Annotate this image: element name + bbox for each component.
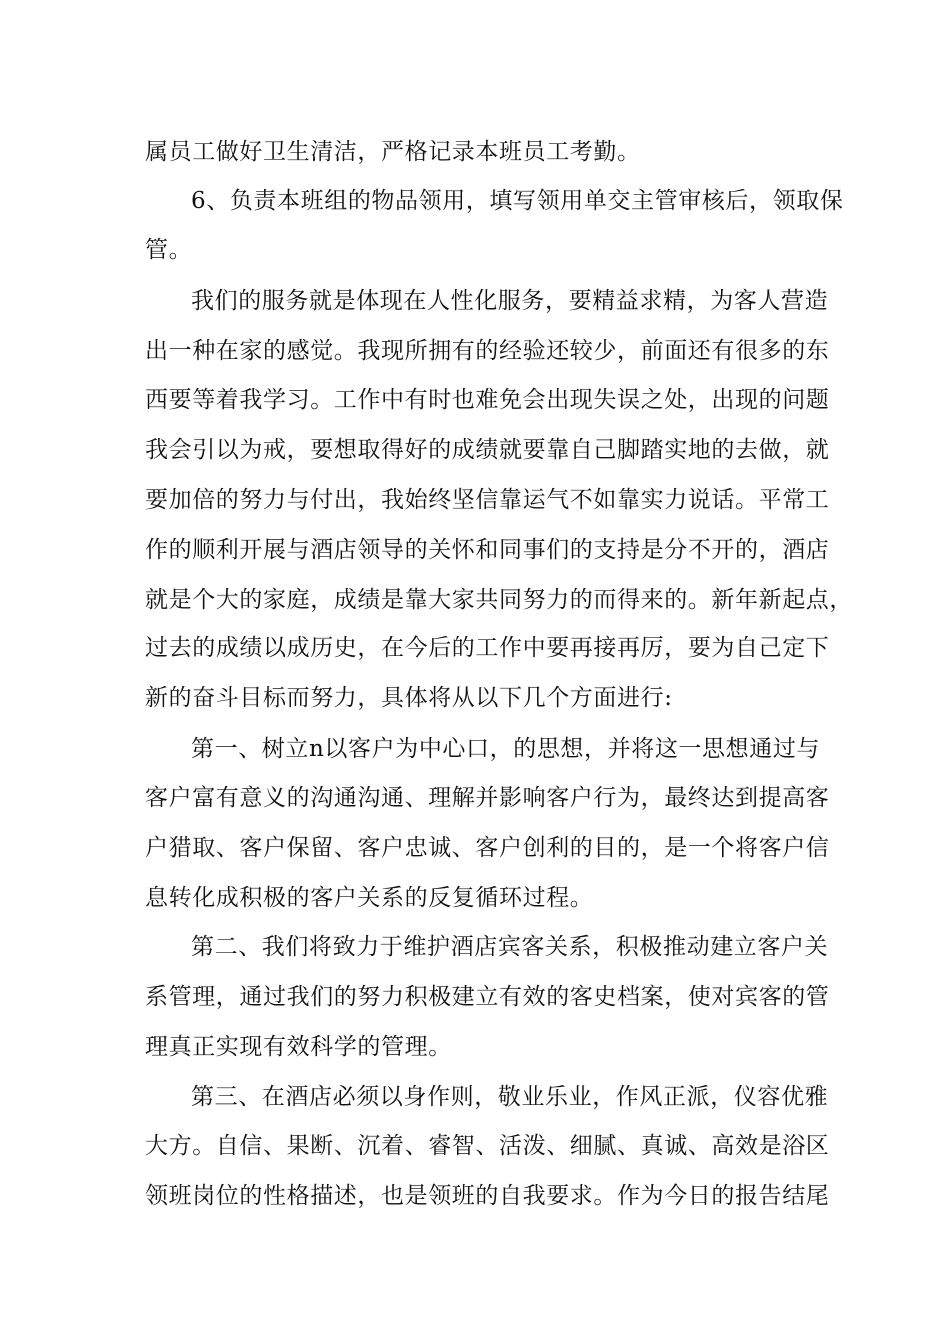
- text-line: 就是个大的家庭，成绩是靠大家共同努力的而得来的。新年新起点，: [145, 587, 853, 613]
- text-line: 西要等着我学习。工作中有时也难免会出现失误之处，出现的问题: [145, 387, 830, 413]
- text-line: 过去的成绩以成历史，在今后的工作中要再接再厉，要为自己定下: [145, 635, 830, 661]
- text-line: 客户富有意义的沟通沟通、理解并影响客户行为，最终达到提高客: [145, 785, 830, 811]
- text-line: 领班岗位的性格描述，也是领班的自我要求。作为今日的报告结尾: [145, 1183, 830, 1209]
- text-line: 系管理，通过我们的努力积极建立有效的客史档案，使对宾客的管: [145, 984, 830, 1010]
- text-line: 我会引以为戒，要想取得好的成绩就要靠自己脚踏实地的去做，就: [145, 437, 830, 463]
- text-line: 我们的服务就是体现在人性化服务，要精益求精，为客人营造: [191, 288, 829, 314]
- text-line: 出一种在家的感觉。我现所拥有的经验还较少，前面还有很多的东: [145, 338, 830, 364]
- text-line: 第三、在酒店必须以身作则，敬业乐业，作风正派，仪容优雅: [191, 1084, 829, 1110]
- text-line: 第一、树立n以客户为中心口，的思想，并将这一思想通过与: [191, 736, 821, 762]
- text-line: 第二、我们将致力于维护酒店宾客关系，积极推动建立客户关: [191, 934, 829, 960]
- text-line: 息转化成积极的客户关系的反复循环过程。: [145, 885, 594, 911]
- text-line: 管。: [145, 237, 193, 263]
- text-line: 要加倍的努力与付出，我始终坚信靠运气不如靠实力说话。平常工: [145, 487, 830, 513]
- text-line: 新的奋斗目标而努力，具体将从以下几个方面进行:: [145, 685, 673, 711]
- text-line: 6、负责本班组的物品领用，填写领用单交主管审核后，领取保: [191, 188, 844, 214]
- text-line: 作的顺利开展与酒店领导的关怀和同事们的支持是分不开的，酒店: [145, 537, 830, 563]
- text-line: 属员工做好卫生清洁，严格记录本班员工考勤。: [145, 139, 641, 165]
- text-line: 理真正实现有效科学的管理。: [145, 1034, 452, 1060]
- text-line: 大方。自信、果断、沉着、睿智、活泼、细腻、真诚、高效是浴区: [145, 1133, 830, 1159]
- text-line: 户猎取、客户保留、客户忠诚、客户创利的目的，是一个将客户信: [145, 835, 830, 861]
